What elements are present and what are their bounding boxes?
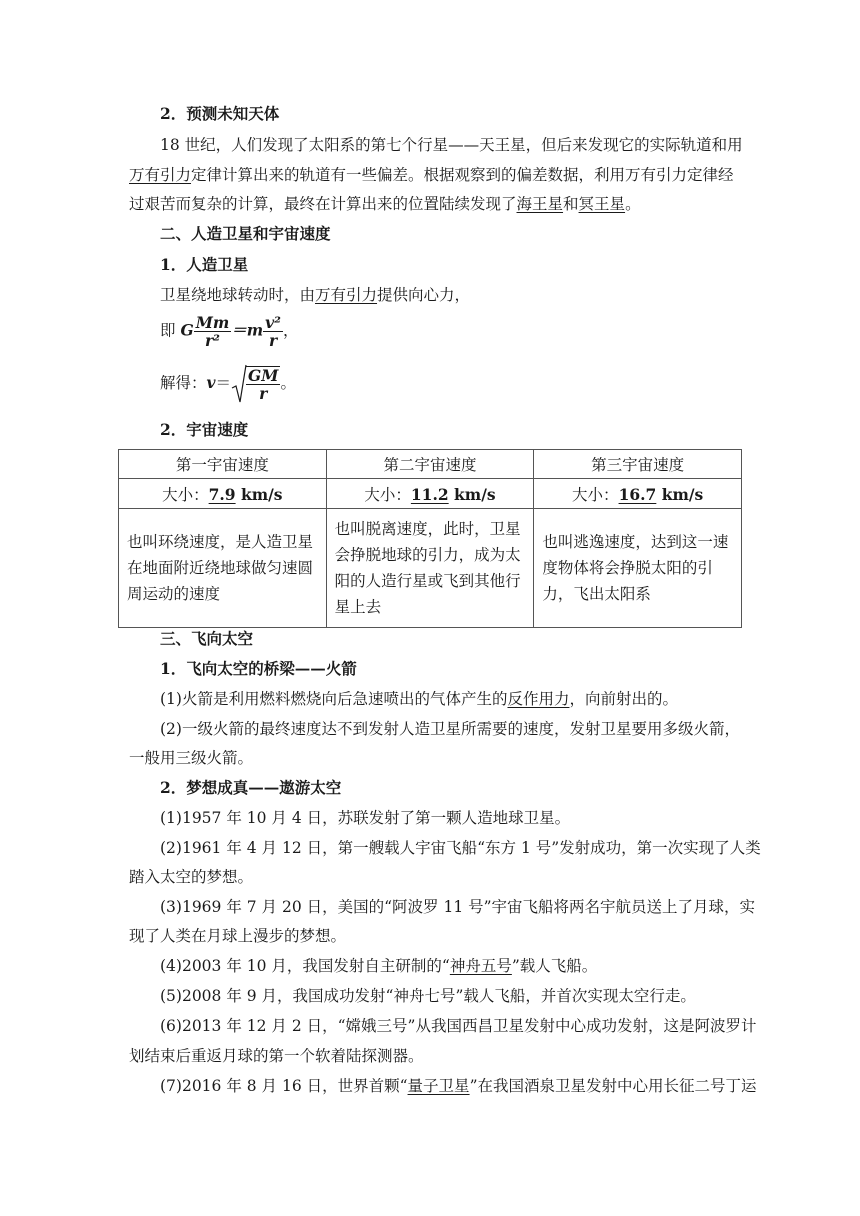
text-run: 。 [625,195,641,213]
table-cell: 也叫逃逸速度，达到这一速度物体将会挣脱太阳的引力，飞出太阳系 [534,509,742,628]
paragraph-line: 一般用三级火箭。 [129,749,254,767]
math-symbol: ＝m [231,320,264,340]
blank-answer: 反作用力 [507,690,570,708]
text-run: ＝ [215,374,232,392]
fraction [246,366,280,402]
paragraph-line: (3)1969 年 7 月 20 日，美国的“阿波罗 11 号”宇宙飞船将两名宇航员送上了月球，实 [160,898,756,916]
subsection-rocket-title: 1．飞向太空的桥梁——火箭 [160,659,357,678]
paragraph-line: 划结束后重返月球的第一个软着陆探测器。 [129,1047,424,1065]
text-run: 过艰苦而复杂的计算，最终在计算出来的位置陆续发现了 [129,195,517,213]
equation-gravity [160,314,298,349]
fraction-denominator: r² [205,331,220,350]
text-run: 大小： [162,485,209,504]
paragraph-line [129,165,734,185]
paragraph-line: (2)1961 年 4 月 12 日，第一艘载人宇宙飞船“东方 1 号”发射成功，第一次实现了人类 [160,839,761,857]
table-header-cell: 第二宇宙速度 [326,450,534,479]
subsection-cosmic-title: 2．宇宙速度 [160,420,249,439]
math-symbol: v [206,373,216,392]
fraction [194,314,232,349]
fraction [263,314,283,349]
blank-answer: 16.7 [618,484,657,504]
blank-answer: 量子卫星 [407,1077,470,1095]
text-run: 大小： [572,485,619,504]
section-predict-title: 2．预测未知天体 [160,104,280,123]
equation-velocity [160,364,296,404]
sqrt-icon [231,364,247,404]
text-run: ， [282,321,299,340]
blank-answer: 万有引力 [315,286,378,304]
text-run: (4)2003 年 10 月，我国发射自主研制的“ [160,957,450,975]
text-run: 定律计算出来的轨道有一些偏差。根据观察到的偏差数据，利用万有引力定律经 [191,166,734,184]
unit-text: km/s [448,484,496,504]
text-run: 解得： [160,374,207,392]
fraction-numerator: GM [248,366,279,385]
text-run: (1)火箭是利用燃料燃烧向后急速喷出的气体产生的 [160,690,508,708]
blank-answer: 11.2 [410,484,449,504]
paragraph-line [160,956,597,976]
table-cell [119,479,327,509]
paragraph-line [160,689,678,709]
text-run: 和 [563,195,579,213]
paragraph-line [160,285,470,305]
table-cell [534,479,742,509]
paragraph-line: (1)1957 年 10 月 4 日，苏联发射了第一颗人造地球卫星。 [160,809,571,827]
table-header-cell: 第一宇宙速度 [119,450,327,479]
math-symbol: G [180,320,194,340]
text-run: (7)2016 年 8 月 16 日，世界首颗“ [160,1077,408,1095]
blank-answer: 7.9 [208,484,236,504]
text-run: 。 [280,374,296,392]
cosmic-velocity-table [118,449,742,628]
paragraph-line: (5)2008 年 9 月，我国成功发射“神舟七号”载人飞船，并首次实现太空行走。 [160,987,696,1005]
table-cell [326,479,534,509]
table-row [119,479,742,509]
blank-answer: 万有引力 [129,166,192,184]
paragraph-line: 现了人类在月球上漫步的梦想。 [129,927,347,945]
blank-answer: 海王星 [516,195,564,213]
paragraph-line: 踏入太空的梦想。 [129,868,254,886]
table-cell: 也叫环绕速度，是人造卫星在地面附近绕地球做匀速圆周运动的速度 [119,509,327,628]
section-three-title: 三、飞向太空 [160,629,254,648]
blank-answer: 冥王星 [578,195,626,213]
text-run: 即 [160,321,176,340]
text-run: 大小： [364,485,411,504]
table-row [119,509,742,628]
paragraph-line [129,194,641,214]
fraction-numerator: Mm [195,313,230,332]
subsection-dream-title: 2．梦想成真——遨游太空 [160,778,342,797]
text-run: 卫星绕地球转动时，由 [160,286,316,304]
section-two-title: 二、人造卫星和宇宙速度 [160,224,331,243]
blank-answer: 神舟五号 [449,957,512,975]
text-run: ”载人飞船。 [511,957,598,975]
table-cell: 也叫脱离速度，此时，卫星会挣脱地球的引力，成为太阳的人造行星或飞到其他行星上去 [326,509,534,628]
fraction-numerator: v² [265,313,281,332]
fraction-denominator: r [268,331,278,350]
unit-text: km/s [656,484,704,504]
paragraph-line: (6)2013 年 12 月 2 日，“嫦娥三号”从我国西昌卫星发射中心成功发射，这是阿波罗计 [160,1017,757,1035]
text-run: ，向前射出的。 [569,690,678,708]
paragraph-line: (2)一级火箭的最终速度达不到发射人造卫星所需要的速度，发射卫星要用多级火箭， [160,720,740,738]
table-header-cell: 第三宇宙速度 [534,450,742,479]
paragraph-line [160,1076,757,1096]
subsection-satellite-title: 1．人造卫星 [160,255,249,274]
paragraph-line: 18 世纪，人们发现了太阳系的第七个行星——天王星，但后来发现它的实际轨道和用 [160,136,743,154]
fraction-denominator: r [259,384,268,403]
text-run: ”在我国酒泉卫星发射中心用长征二号丁运 [469,1077,757,1095]
table-header-row [119,450,742,479]
text-run: 提供向心力， [377,286,471,304]
unit-text: km/s [235,484,283,504]
